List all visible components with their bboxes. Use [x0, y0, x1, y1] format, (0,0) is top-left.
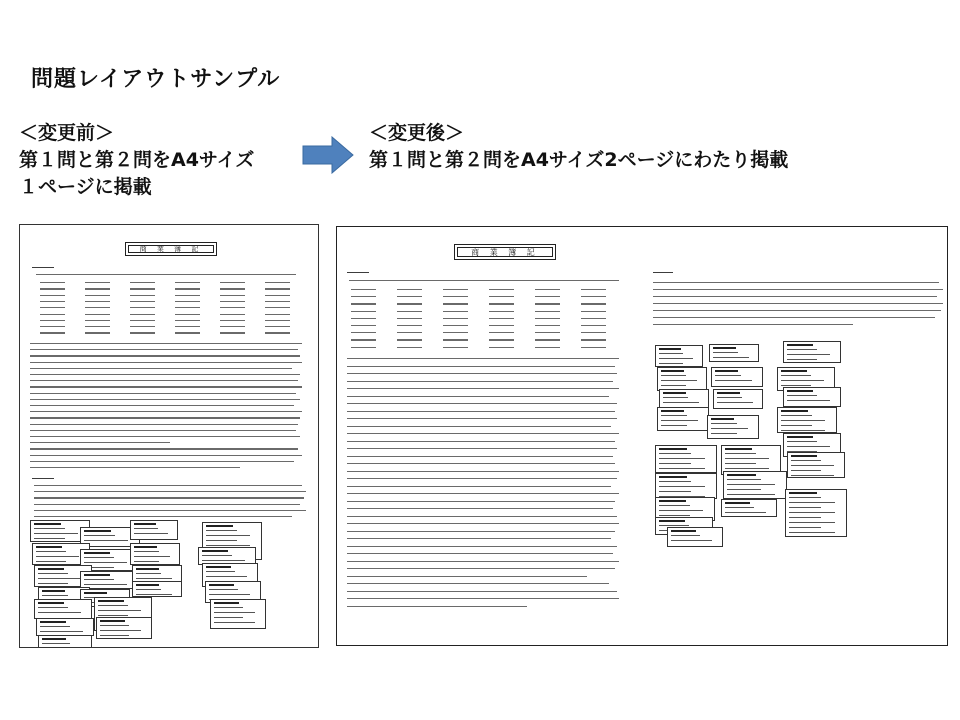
table-cell-text	[489, 296, 514, 297]
table-cell-text	[220, 288, 245, 289]
text-line	[30, 461, 294, 462]
text-line	[347, 418, 617, 419]
voucher-slip	[783, 387, 841, 407]
table-cell-text	[220, 301, 245, 302]
table-cell-text	[489, 332, 514, 333]
table-cell-text	[535, 339, 560, 340]
table-cell-text	[85, 282, 110, 283]
text-line	[34, 516, 292, 517]
table-cell-text	[351, 325, 376, 326]
table-cell-text	[130, 326, 155, 327]
text-line	[347, 411, 615, 412]
voucher-slip	[655, 473, 717, 499]
voucher-slip	[723, 471, 787, 499]
table-cell-text	[40, 314, 65, 315]
text-line	[347, 388, 619, 389]
text-line	[30, 430, 296, 431]
table-cell-text	[535, 347, 560, 348]
voucher-slip	[709, 344, 759, 362]
table-cell-text	[581, 296, 606, 297]
voucher-slip	[655, 345, 703, 367]
text-line	[30, 374, 300, 375]
text-line	[347, 591, 617, 592]
table-cell-text	[175, 295, 200, 296]
table-cell-text	[40, 288, 65, 289]
voucher-slip	[659, 389, 709, 409]
text-line	[347, 531, 615, 532]
page-before-thumbnail	[19, 224, 319, 648]
voucher-slip	[667, 527, 723, 547]
text-line	[30, 386, 302, 387]
table-cell-text	[220, 332, 245, 333]
table-cell-text	[130, 332, 155, 333]
voucher-slip	[707, 415, 759, 439]
table-cell-text	[220, 314, 245, 315]
text-line	[347, 456, 613, 457]
table-cell-text	[40, 332, 65, 333]
table-cell-text	[489, 289, 514, 290]
page-after-thumbnail	[336, 226, 948, 646]
text-line	[347, 493, 619, 494]
table-cell-text	[397, 303, 422, 304]
table-cell-text	[40, 320, 65, 321]
table-cell-text	[220, 320, 245, 321]
table-cell-text	[85, 301, 110, 302]
voucher-slip	[787, 452, 845, 478]
text-line	[347, 478, 617, 479]
text-line	[347, 441, 615, 442]
table-cell-text	[397, 339, 422, 340]
text-line	[30, 436, 300, 437]
text-line	[347, 463, 615, 464]
table-cell-text	[443, 332, 468, 333]
table-cell-text	[581, 303, 606, 304]
table-cell-text	[40, 307, 65, 308]
table-cell-text	[265, 301, 290, 302]
table-cell-text	[443, 289, 468, 290]
text-line	[30, 411, 302, 412]
text-line	[347, 568, 615, 569]
table-cell-text	[397, 311, 422, 312]
text-line	[347, 553, 613, 554]
question-label	[32, 267, 54, 268]
table-cell-text	[443, 296, 468, 297]
table-cell-text	[489, 311, 514, 312]
table-cell-text	[85, 288, 110, 289]
voucher-slip	[777, 407, 837, 433]
text-line	[30, 368, 292, 369]
table-cell-text	[175, 288, 200, 289]
table-cell-text	[265, 288, 290, 289]
table-cell-text	[397, 296, 422, 297]
table-cell-text	[397, 347, 422, 348]
table-cell-text	[265, 314, 290, 315]
table-cell-text	[265, 282, 290, 283]
question-label	[32, 478, 54, 479]
table-cell-text	[535, 303, 560, 304]
table-cell-text	[581, 325, 606, 326]
table-cell-text	[40, 295, 65, 296]
table-cell-text	[581, 318, 606, 319]
table-cell-text	[130, 320, 155, 321]
text-line	[653, 289, 943, 290]
right-arrow-icon	[302, 136, 354, 174]
text-line	[30, 467, 240, 468]
text-line	[347, 538, 611, 539]
table-cell-text	[489, 339, 514, 340]
text-line	[30, 405, 294, 406]
text-line	[34, 485, 302, 486]
table-cell-text	[220, 326, 245, 327]
text-line	[34, 491, 306, 492]
text-line	[347, 523, 619, 524]
voucher-slip	[130, 520, 178, 540]
table-cell-text	[85, 295, 110, 296]
table-cell-text	[581, 339, 606, 340]
voucher-slip	[785, 489, 847, 537]
table-cell-text	[535, 296, 560, 297]
text-line	[347, 508, 613, 509]
table-cell-text	[85, 320, 110, 321]
text-line	[30, 442, 170, 443]
table-cell-text	[130, 288, 155, 289]
table-cell-text	[443, 311, 468, 312]
table-cell-text	[397, 332, 422, 333]
table-cell-text	[265, 332, 290, 333]
table-cell-text	[351, 311, 376, 312]
table-cell-text	[535, 311, 560, 312]
table-cell-text	[535, 289, 560, 290]
voucher-slip	[657, 367, 707, 391]
table-cell-text	[220, 307, 245, 308]
table-cell-text	[351, 289, 376, 290]
text-line	[347, 358, 619, 359]
voucher-slip	[132, 581, 182, 597]
text-line	[34, 497, 304, 498]
slide-title: 問題レイアウトサンプル	[31, 67, 281, 92]
text-line	[30, 343, 302, 344]
table-cell-text	[265, 307, 290, 308]
text-line	[347, 403, 617, 404]
table-cell-text	[581, 311, 606, 312]
table-cell-text	[581, 289, 606, 290]
table-cell-text	[85, 332, 110, 333]
table-cell-text	[175, 320, 200, 321]
text-line	[653, 303, 943, 304]
text-line	[347, 583, 609, 584]
table-cell-text	[581, 347, 606, 348]
table-cell-text	[40, 326, 65, 327]
text-line	[30, 417, 300, 418]
text-line	[347, 448, 617, 449]
text-line	[347, 381, 613, 382]
table-cell-text	[351, 318, 376, 319]
table-cell-text	[130, 282, 155, 283]
table-cell-text	[265, 320, 290, 321]
voucher-slip	[783, 341, 841, 363]
text-line	[347, 501, 615, 502]
table-cell-text	[220, 295, 245, 296]
table-cell-text	[130, 307, 155, 308]
table-cell-text	[443, 339, 468, 340]
text-line	[347, 598, 619, 599]
table-cell-text	[351, 296, 376, 297]
text-line	[347, 516, 617, 517]
table-cell-text	[443, 347, 468, 348]
table-cell-text	[85, 326, 110, 327]
table-cell-text	[535, 318, 560, 319]
table-cell-text	[175, 314, 200, 315]
table-cell-text	[175, 301, 200, 302]
text-line	[347, 471, 619, 472]
table-cell-text	[85, 314, 110, 315]
text-line	[30, 349, 298, 350]
table-cell-text	[265, 295, 290, 296]
table-cell-text	[535, 325, 560, 326]
text-line	[30, 355, 300, 356]
text-line	[347, 373, 617, 374]
page-after-heading: 商 業 簿 記	[454, 244, 556, 260]
table-cell-text	[535, 332, 560, 333]
text-line	[30, 399, 300, 400]
voucher-slip	[36, 618, 94, 636]
text-line	[347, 546, 617, 547]
table-cell-text	[130, 295, 155, 296]
text-line	[347, 606, 527, 607]
table-cell-text	[130, 301, 155, 302]
table-cell-text	[351, 303, 376, 304]
text-line	[347, 433, 619, 434]
table-cell-text	[489, 303, 514, 304]
voucher-slip	[655, 445, 717, 473]
text-line	[653, 310, 941, 311]
text-line	[347, 366, 615, 367]
voucher-slip	[711, 367, 763, 387]
table-cell-text	[85, 307, 110, 308]
text-line	[30, 455, 302, 456]
question-label	[347, 272, 369, 273]
text-line	[653, 282, 939, 283]
table-cell-text	[397, 289, 422, 290]
table-cell-text	[489, 347, 514, 348]
table-cell-text	[130, 314, 155, 315]
table-cell-text	[397, 325, 422, 326]
text-line	[30, 380, 298, 381]
table-cell-text	[397, 318, 422, 319]
voucher-slip	[130, 543, 180, 565]
text-line	[347, 561, 619, 562]
table-cell-text	[175, 307, 200, 308]
table-cell-text	[443, 303, 468, 304]
voucher-slip	[713, 389, 763, 409]
text-line	[30, 362, 302, 363]
voucher-slip	[657, 407, 709, 431]
before-label: ＜変更前＞ 第１問と第２問をA4サイズ １ページに掲載	[19, 122, 255, 198]
table-cell-text	[265, 326, 290, 327]
question-label	[653, 272, 673, 273]
table-cell-text	[443, 318, 468, 319]
text-line	[30, 424, 298, 425]
table-cell-text	[351, 347, 376, 348]
text-line	[30, 393, 296, 394]
table-cell-text	[489, 325, 514, 326]
text-line	[653, 296, 937, 297]
voucher-slip	[96, 617, 152, 639]
table-cell-text	[220, 282, 245, 283]
text-line	[347, 426, 611, 427]
voucher-slip	[210, 599, 266, 629]
table-cell-text	[351, 339, 376, 340]
page-before-heading: 商 業 簿 記	[125, 242, 217, 256]
text-line	[653, 324, 853, 325]
table-cell-text	[443, 325, 468, 326]
table-cell-text	[40, 282, 65, 283]
voucher-slip	[34, 599, 92, 619]
text-line	[347, 486, 611, 487]
voucher-slip	[721, 499, 777, 517]
text-line	[30, 448, 298, 449]
table-cell-text	[581, 332, 606, 333]
text-line	[347, 396, 609, 397]
text-line	[653, 317, 935, 318]
table-cell-text	[351, 332, 376, 333]
table-cell-text	[175, 326, 200, 327]
after-label: ＜変更後＞ 第１問と第２問をA4サイズ2ページにわたり掲載	[369, 122, 789, 171]
text-line	[347, 576, 587, 577]
table-cell-text	[489, 318, 514, 319]
voucher-slip	[38, 635, 92, 648]
table-cell-text	[40, 301, 65, 302]
text-line	[349, 280, 619, 281]
table-cell-text	[175, 282, 200, 283]
text-line	[34, 510, 306, 511]
text-line	[34, 504, 300, 505]
text-line	[36, 274, 296, 275]
table-cell-text	[175, 332, 200, 333]
